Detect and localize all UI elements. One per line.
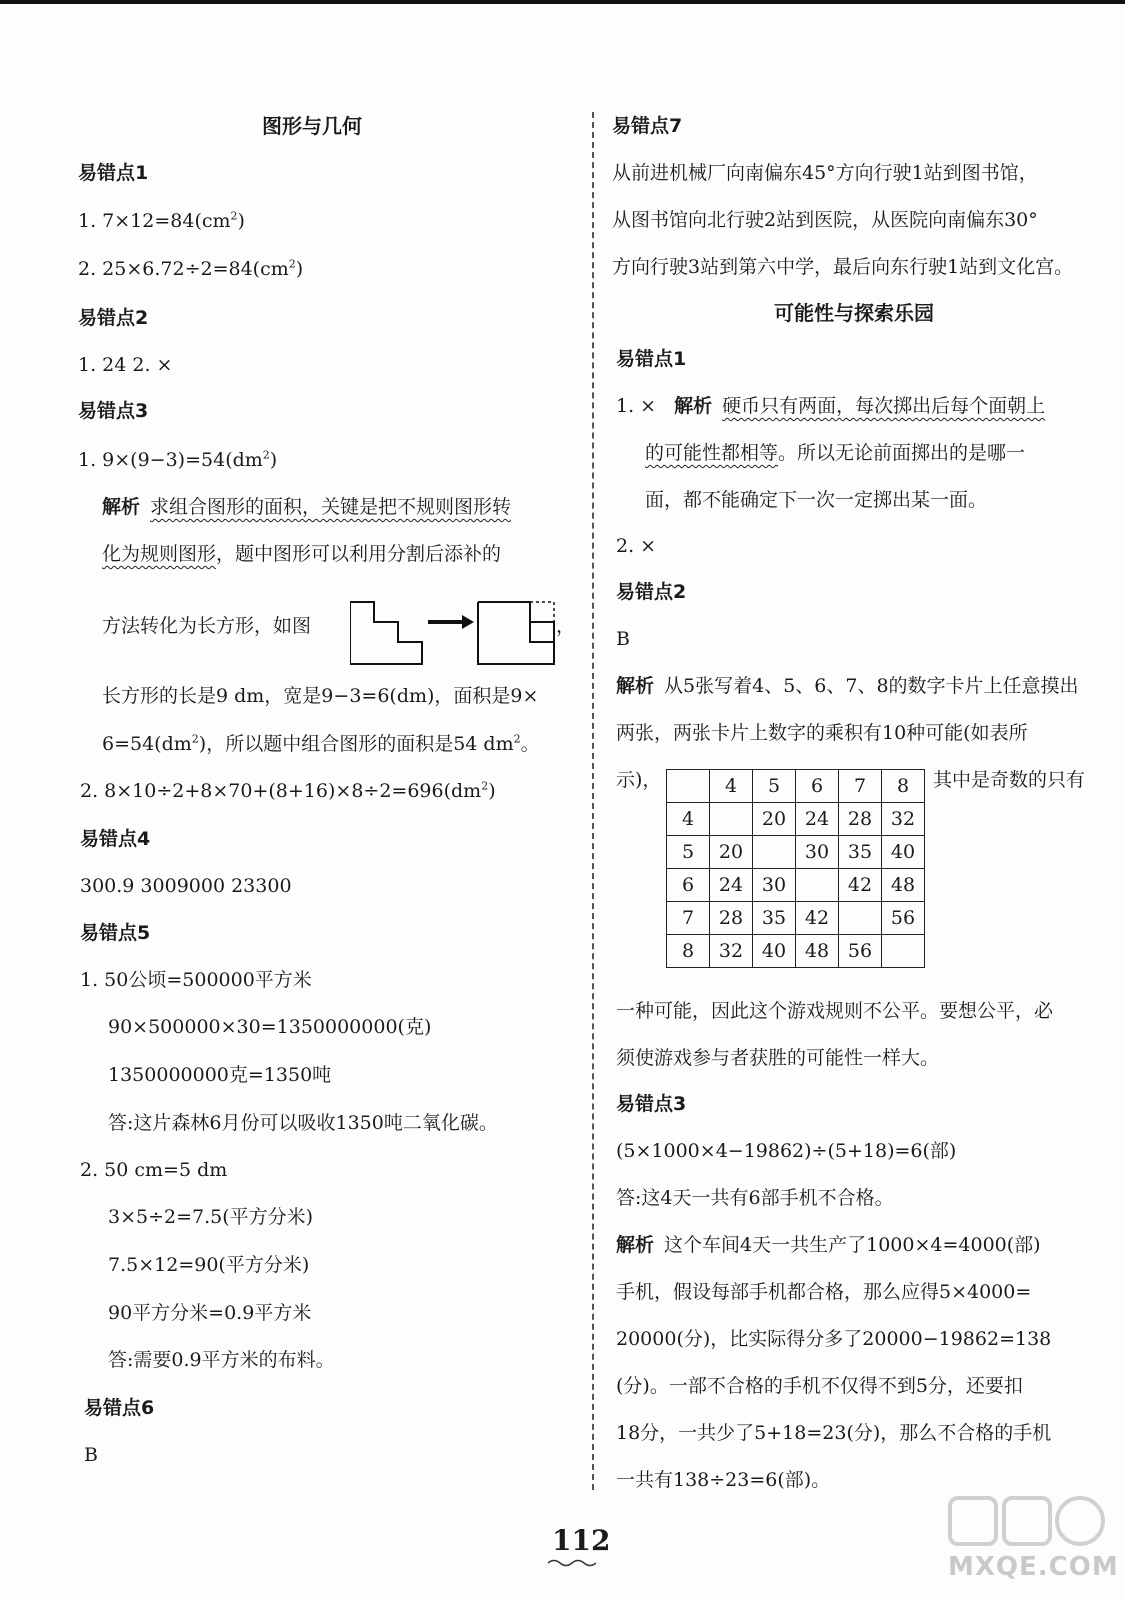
table-cell: 20 (753, 803, 796, 836)
analysis-line: (分)。一部不合格的手机不仅得不到5分，还要扣 (616, 1375, 1023, 1397)
arrow-icon (428, 615, 474, 629)
analysis-line: 20000(分)，比实际得分多了20000−19862=138 (616, 1328, 1052, 1350)
analysis-line: 须使游戏参与者获胜的可能性一样大。 (616, 1047, 940, 1069)
analysis-label: 解析 (616, 1234, 655, 1256)
answer-line: 3×5÷2=7.5(平方分米) (108, 1206, 314, 1228)
analysis-line: 手机，假设每部手机都合格，那么应得5×4000= (616, 1281, 1032, 1303)
table-cell: 8 (882, 770, 925, 803)
answer-line: B (84, 1444, 98, 1466)
answer-line: 1. 50公顷=500000平方米 (80, 969, 312, 991)
answer-line: 从图书馆向北行驶2站到医院，从医院向南偏东30° (612, 209, 1038, 231)
answer-line: 7.5×12=90(平方分米) (108, 1254, 310, 1276)
analysis-line: 1. × 解析 硬币只有两面，每次掷出后每个面朝上 (616, 395, 1046, 417)
table-cell: 6 (796, 770, 839, 803)
section-title-geometry: 图形与几何 (262, 114, 362, 138)
table-cell: 35 (753, 902, 796, 935)
heading-point-7: 易错点7 (612, 115, 683, 137)
rectangle-shape (478, 602, 554, 664)
answer-line: 答:需要0.9平方米的布料。 (108, 1349, 335, 1371)
table-cell: 5 (753, 770, 796, 803)
analysis-line: 化为规则图形，题中图形可以利用分割后添补的 (102, 543, 502, 565)
answer-line: 1. 24 2. × (78, 354, 173, 376)
analysis-line: 面，都不能确定下一次一定掷出某一面。 (645, 489, 988, 511)
table-cell: 28 (839, 803, 882, 836)
table-cell: 4 (667, 803, 710, 836)
page-number: 112 (552, 1524, 611, 1557)
analysis-line: 示)， (616, 769, 662, 791)
answer-line: 答:这片森林6月份可以吸收1350吨二氧化碳。 (108, 1112, 498, 1134)
table-cell: 42 (839, 869, 882, 902)
answer-line: 90平方分米=0.9平方米 (108, 1302, 312, 1324)
table-row (667, 803, 925, 836)
top-border (0, 0, 1125, 4)
table-cell: 7 (667, 902, 710, 935)
answer-line: 1350000000克=1350吨 (108, 1064, 332, 1086)
heading-point-1: 易错点1 (78, 162, 149, 184)
table-cell: 8 (667, 935, 710, 968)
table-cell: 40 (753, 935, 796, 968)
table-cell (667, 770, 710, 803)
table-cell (839, 902, 882, 935)
answer-line: 90×500000×30=1350000000(克) (108, 1016, 432, 1038)
table-cell: 32 (710, 935, 753, 968)
table-cell: 20 (710, 836, 753, 869)
answer-line: 方向行驶3站到第六中学，最后向东行驶1站到文化宫。 (612, 256, 1074, 278)
table-cell: 48 (882, 869, 925, 902)
watermark-url: MXQE.COM (948, 1552, 1119, 1582)
table-cell: 35 (839, 836, 882, 869)
irregular-shape (350, 602, 422, 664)
analysis-line: 一种可能，因此这个游戏规则不公平。要想公平，必 (616, 1000, 1054, 1022)
analysis-line: 18分，一共少了5+18=23(分)，那么不合格的手机 (616, 1422, 1052, 1444)
answer-line: 300.9 3009000 23300 (80, 875, 292, 897)
table-cell: 56 (882, 902, 925, 935)
product-table (666, 769, 925, 968)
heading-point-3: 易错点3 (78, 400, 149, 422)
table-cell: 30 (796, 836, 839, 869)
table-row (667, 935, 925, 968)
analysis-line: 解析 求组合图形的面积，关键是把不规则图形转 (102, 496, 512, 518)
table-row (667, 836, 925, 869)
answer-line: (5×1000×4−19862)÷(5+18)=6(部) (616, 1140, 957, 1162)
table-cell: 32 (882, 803, 925, 836)
answer-line: 1. $9\times(9-3)=54(dm^2)$ (78, 448, 278, 471)
table-cell (710, 803, 753, 836)
answer-line: 2. × (616, 535, 657, 557)
table-row (667, 902, 925, 935)
analysis-line: 长方形的长是9 dm，宽是9−3=6(dm)，面积是9× (102, 685, 539, 707)
table-cell: 48 (796, 935, 839, 968)
heading-point-2: 易错点2 (616, 581, 687, 603)
table-cell: 24 (710, 869, 753, 902)
answer-line: B (616, 628, 630, 650)
analysis-line-end: ， (556, 615, 576, 637)
table-cell: 30 (753, 869, 796, 902)
table-cell (882, 935, 925, 968)
table-cell (753, 836, 796, 869)
table-cell: 56 (839, 935, 882, 968)
analysis-line: 解析 这个车间4天一共生产了1000×4=4000(部) (616, 1234, 1041, 1256)
table-cell: 42 (796, 902, 839, 935)
table-cell: 6 (667, 869, 710, 902)
heading-point-4: 易错点4 (80, 828, 151, 850)
analysis-line: 两张，两张卡片上数字的乘积有10种可能(如表所 (616, 722, 1028, 744)
answer-line: 2. $8\times 10\div 2+8\times 70+(8+16)\times 8\div 2=696(dm^2)$ (80, 779, 496, 802)
section-title-probability: 可能性与探索乐园 (774, 301, 934, 325)
watermark (948, 1492, 1119, 1592)
analysis-label: 解析 (616, 675, 655, 697)
answer-line: 答:这4天一共有6部手机不合格。 (616, 1187, 894, 1209)
shape-transform-figure (350, 600, 565, 666)
answer-line: 2. $25\times 6.72\div 2=84(cm^2)$ (78, 257, 304, 280)
analysis-line: 的可能性都相等。所以无论前面掷出的是哪一 (645, 442, 1026, 464)
analysis-line: 解析 从5张写着4、5、6、7、8的数字卡片上任意摸出 (616, 675, 1079, 697)
analysis-line: 其中是奇数的只有 (933, 769, 1086, 791)
analysis-line: 方法转化为长方形，如图 (102, 615, 312, 637)
analysis-label: 解析 (102, 496, 141, 518)
table-cell: 28 (710, 902, 753, 935)
analysis-line: 一共有138÷23=6(部)。 (616, 1469, 831, 1491)
analysis-label: 解析 (674, 395, 713, 417)
answer-line: 从前进机械厂向南偏东45°方向行驶1站到图书馆， (612, 162, 1038, 184)
table-cell: 4 (710, 770, 753, 803)
heading-point-2: 易错点2 (78, 307, 149, 329)
table-cell: 5 (667, 836, 710, 869)
table-cell: 40 (882, 836, 925, 869)
table-cell (796, 869, 839, 902)
wave-ornament-icon (546, 1558, 596, 1568)
table-row (667, 869, 925, 902)
table-cell: 24 (796, 803, 839, 836)
dashed-addition (530, 602, 554, 622)
heading-point-6: 易错点6 (84, 1397, 155, 1419)
analysis-line: $6=54(dm^2)$，所以题中组合图形的面积是54 $dm^2$。 (102, 732, 540, 755)
table-cell: 7 (839, 770, 882, 803)
answer-line: 1. $7\times 12=84(cm^2)$ (78, 209, 245, 232)
answer-line: 2. 50 cm=5 dm (80, 1159, 228, 1181)
column-divider (592, 112, 594, 1490)
watermark-logo-icon (948, 1492, 1108, 1548)
heading-point-3: 易错点3 (616, 1093, 687, 1115)
heading-point-5: 易错点5 (80, 922, 151, 944)
table-row (667, 770, 925, 803)
heading-point-1: 易错点1 (616, 348, 687, 370)
